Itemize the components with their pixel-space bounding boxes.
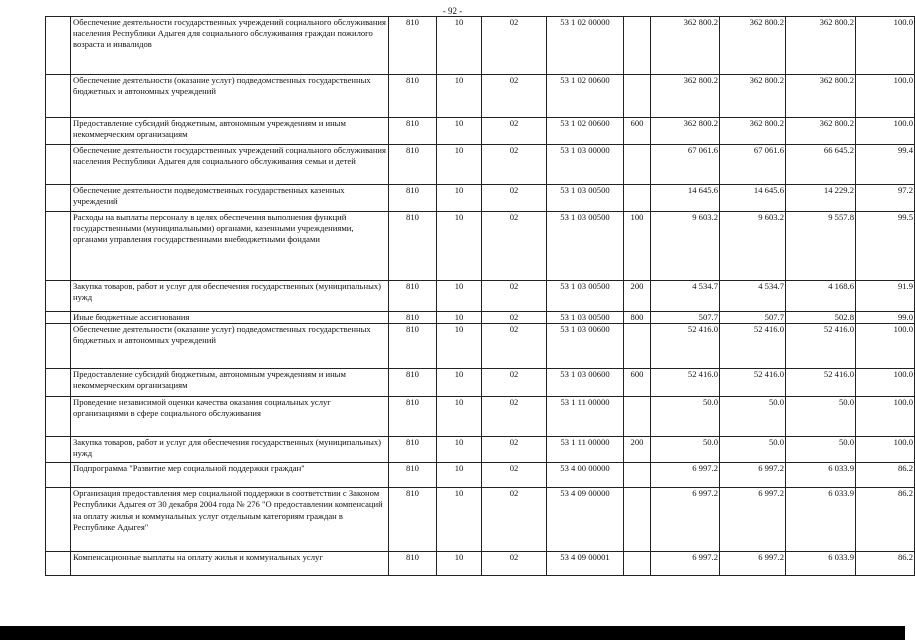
cell-rz: 10 (437, 324, 482, 369)
cell-csr: 53 1 02 00600 (547, 118, 624, 145)
cell-value-3: 502.8 (786, 312, 856, 324)
cell-value-3: 9 557.8 (786, 212, 856, 281)
cell-vr (624, 324, 651, 369)
cell-value-2: 362 800.2 (720, 118, 786, 145)
cell-vr (624, 145, 651, 185)
table-row (46, 312, 915, 324)
cell-ved: 810 (389, 369, 437, 397)
cell-blank (46, 463, 71, 488)
cell-vr (624, 185, 651, 212)
cell-pr: 02 (482, 212, 547, 281)
cell-pr: 02 (482, 118, 547, 145)
row-name: Закупка товаров, работ и услуг для обеспечения государственных (муниципальных) нужд (71, 437, 389, 463)
cell-pr: 02 (482, 552, 547, 576)
cell-value-2: 6 997.2 (720, 463, 786, 488)
row-name: Проведение независимой оценки качества оказания социальных услуг организациями в сфере социального обслуживания (71, 397, 389, 437)
cell-pr: 02 (482, 312, 547, 324)
cell-percent: 86.2 (856, 552, 915, 576)
cell-value-3: 52 416.0 (786, 324, 856, 369)
cell-vr (624, 552, 651, 576)
table-row (46, 488, 915, 552)
cell-percent: 99.0 (856, 312, 915, 324)
table-row (46, 145, 915, 185)
cell-percent: 91.9 (856, 281, 915, 312)
cell-blank (46, 488, 71, 552)
budget-table (45, 16, 915, 576)
cell-percent: 100.0 (856, 369, 915, 397)
cell-value-2: 50.0 (720, 397, 786, 437)
cell-blank (46, 281, 71, 312)
row-name: Иные бюджетные ассигнования (71, 312, 389, 324)
cell-value-1: 52 416.0 (651, 324, 720, 369)
cell-blank (46, 17, 71, 75)
cell-value-1: 6 997.2 (651, 488, 720, 552)
cell-rz: 10 (437, 397, 482, 437)
cell-value-1: 362 800.2 (651, 118, 720, 145)
cell-ved: 810 (389, 312, 437, 324)
cell-value-3: 66 645.2 (786, 145, 856, 185)
cell-csr: 53 1 03 00500 (547, 312, 624, 324)
cell-csr: 53 1 03 00600 (547, 369, 624, 397)
cell-ved: 810 (389, 17, 437, 75)
cell-csr: 53 1 02 00000 (547, 17, 624, 75)
cell-vr (624, 75, 651, 118)
cell-pr: 02 (482, 369, 547, 397)
cell-csr: 53 1 02 00600 (547, 75, 624, 118)
cell-vr: 100 (624, 212, 651, 281)
cell-value-3: 6 033.9 (786, 463, 856, 488)
cell-rz: 10 (437, 552, 482, 576)
cell-csr: 53 4 00 00000 (547, 463, 624, 488)
cell-value-1: 9 603.2 (651, 212, 720, 281)
cell-value-3: 6 033.9 (786, 488, 856, 552)
cell-percent: 100.0 (856, 437, 915, 463)
cell-ved: 810 (389, 75, 437, 118)
cell-blank (46, 437, 71, 463)
cell-percent: 100.0 (856, 118, 915, 145)
cell-rz: 10 (437, 118, 482, 145)
cell-ved: 810 (389, 552, 437, 576)
cell-csr: 53 1 03 00500 (547, 212, 624, 281)
cell-vr: 800 (624, 312, 651, 324)
cell-percent: 100.0 (856, 17, 915, 75)
cell-pr: 02 (482, 324, 547, 369)
table-row (46, 324, 915, 369)
table-row (46, 397, 915, 437)
row-name: Предоставление субсидий бюджетным, автономным учреждениям и иным некоммерческим организациям (71, 118, 389, 145)
cell-percent: 100.0 (856, 75, 915, 118)
cell-value-3: 362 800.2 (786, 118, 856, 145)
row-name: Обеспечение деятельности (оказание услуг) подведомственных государственных бюджетных и автономных учреждений (71, 75, 389, 118)
cell-vr (624, 463, 651, 488)
cell-value-1: 50.0 (651, 437, 720, 463)
cell-rz: 10 (437, 312, 482, 324)
cell-value-3: 52 416.0 (786, 369, 856, 397)
table-row (46, 437, 915, 463)
row-name: Обеспечение деятельности подведомственных государственных казенных учреждений (71, 185, 389, 212)
cell-blank (46, 369, 71, 397)
cell-rz: 10 (437, 185, 482, 212)
cell-rz: 10 (437, 17, 482, 75)
cell-value-1: 4 534.7 (651, 281, 720, 312)
cell-percent: 86.2 (856, 463, 915, 488)
cell-value-2: 14 645.6 (720, 185, 786, 212)
cell-value-1: 362 800.2 (651, 75, 720, 118)
cell-percent: 99.5 (856, 212, 915, 281)
cell-value-2: 6 997.2 (720, 488, 786, 552)
cell-value-3: 50.0 (786, 437, 856, 463)
cell-percent: 86.2 (856, 488, 915, 552)
cell-value-2: 50.0 (720, 437, 786, 463)
cell-blank (46, 118, 71, 145)
row-name: Обеспечение деятельности государственных учреждений социального обслуживания населения Республики Адыгея для социального обслуживания семьи и детей (71, 145, 389, 185)
cell-ved: 810 (389, 463, 437, 488)
cell-pr: 02 (482, 185, 547, 212)
cell-blank (46, 324, 71, 369)
cell-vr: 600 (624, 118, 651, 145)
cell-percent: 100.0 (856, 324, 915, 369)
cell-value-1: 50.0 (651, 397, 720, 437)
cell-rz: 10 (437, 488, 482, 552)
row-name: Обеспечение деятельности государственных учреждений социального обслуживания населения Республики Адыгея для социального обслуживания граждан пожилого возраста и инвалидов (71, 17, 389, 75)
cell-value-2: 6 997.2 (720, 552, 786, 576)
cell-value-2: 9 603.2 (720, 212, 786, 281)
cell-pr: 02 (482, 463, 547, 488)
cell-csr: 53 1 03 00500 (547, 185, 624, 212)
cell-value-3: 4 168.6 (786, 281, 856, 312)
cell-percent: 100.0 (856, 397, 915, 437)
cell-csr: 53 1 11 00000 (547, 397, 624, 437)
cell-csr: 53 4 09 00000 (547, 488, 624, 552)
cell-pr: 02 (482, 437, 547, 463)
cell-rz: 10 (437, 75, 482, 118)
cell-value-1: 6 997.2 (651, 463, 720, 488)
row-name: Предоставление субсидий бюджетным, автономным учреждениям и иным некоммерческим организациям (71, 369, 389, 397)
scan-bottom-edge (0, 626, 905, 640)
row-name: Расходы на выплаты персоналу в целях обеспечения выполнения функций государственными (муниципальными) органами, казенными учреждениями, органами управления государственными внебюджетными фондами (71, 212, 389, 281)
cell-value-3: 362 800.2 (786, 75, 856, 118)
table-row (46, 281, 915, 312)
cell-pr: 02 (482, 397, 547, 437)
cell-value-1: 507.7 (651, 312, 720, 324)
cell-value-2: 4 534.7 (720, 281, 786, 312)
table-row (46, 17, 915, 75)
cell-pr: 02 (482, 145, 547, 185)
row-name: Компенсационные выплаты на оплату жилья и коммунальных услуг (71, 552, 389, 576)
cell-ved: 810 (389, 212, 437, 281)
cell-pr: 02 (482, 281, 547, 312)
cell-ved: 810 (389, 324, 437, 369)
cell-value-1: 6 997.2 (651, 552, 720, 576)
cell-value-3: 50.0 (786, 397, 856, 437)
cell-value-2: 362 800.2 (720, 75, 786, 118)
cell-rz: 10 (437, 212, 482, 281)
cell-ved: 810 (389, 488, 437, 552)
cell-ved: 810 (389, 397, 437, 437)
cell-value-1: 14 645.6 (651, 185, 720, 212)
table-row (46, 118, 915, 145)
cell-ved: 810 (389, 145, 437, 185)
cell-value-1: 67 061.6 (651, 145, 720, 185)
table-row (46, 369, 915, 397)
cell-csr: 53 1 03 00500 (547, 281, 624, 312)
cell-value-2: 362 800.2 (720, 17, 786, 75)
row-name: Организация предоставления мер социальной поддержки в соответствии с Законом Республики Адыгея от 30 декабря 2004 года № 276 "О предоставлении компенсаций на оплату жилья и коммунальных услуг отдельным категориям граждан в Республике Адыгея" (71, 488, 389, 552)
cell-pr: 02 (482, 488, 547, 552)
cell-value-3: 362 800.2 (786, 17, 856, 75)
table-row (46, 463, 915, 488)
cell-blank (46, 312, 71, 324)
cell-rz: 10 (437, 145, 482, 185)
cell-pr: 02 (482, 75, 547, 118)
cell-blank (46, 75, 71, 118)
cell-value-3: 6 033.9 (786, 552, 856, 576)
cell-pr: 02 (482, 17, 547, 75)
cell-ved: 810 (389, 437, 437, 463)
cell-vr: 200 (624, 437, 651, 463)
table-row (46, 75, 915, 118)
table-row (46, 212, 915, 281)
cell-ved: 810 (389, 281, 437, 312)
cell-vr (624, 17, 651, 75)
table-row (46, 185, 915, 212)
cell-value-2: 507.7 (720, 312, 786, 324)
cell-rz: 10 (437, 281, 482, 312)
cell-vr (624, 397, 651, 437)
cell-value-1: 362 800.2 (651, 17, 720, 75)
cell-vr: 600 (624, 369, 651, 397)
cell-csr: 53 1 11 00000 (547, 437, 624, 463)
cell-rz: 10 (437, 437, 482, 463)
cell-value-1: 52 416.0 (651, 369, 720, 397)
row-name: Подпрограмма "Развитие мер социальной поддержки граждан" (71, 463, 389, 488)
cell-blank (46, 397, 71, 437)
cell-percent: 97.2 (856, 185, 915, 212)
row-name: Обеспечение деятельности (оказание услуг) подведомственных государственных бюджетных и автономных учреждений (71, 324, 389, 369)
cell-value-3: 14 229.2 (786, 185, 856, 212)
cell-value-2: 52 416.0 (720, 369, 786, 397)
table-row (46, 552, 915, 576)
cell-value-2: 52 416.0 (720, 324, 786, 369)
row-name: Закупка товаров, работ и услуг для обеспечения государственных (муниципальных) нужд (71, 281, 389, 312)
cell-vr (624, 488, 651, 552)
cell-blank (46, 212, 71, 281)
cell-csr: 53 1 03 00600 (547, 324, 624, 369)
page-number: - 92 - (442, 6, 463, 16)
cell-rz: 10 (437, 369, 482, 397)
cell-percent: 99.4 (856, 145, 915, 185)
cell-vr: 200 (624, 281, 651, 312)
cell-csr: 53 4 09 00001 (547, 552, 624, 576)
cell-value-2: 67 061.6 (720, 145, 786, 185)
cell-rz: 10 (437, 463, 482, 488)
cell-blank (46, 145, 71, 185)
cell-blank (46, 552, 71, 576)
cell-ved: 810 (389, 185, 437, 212)
cell-csr: 53 1 03 00000 (547, 145, 624, 185)
cell-blank (46, 185, 71, 212)
cell-ved: 810 (389, 118, 437, 145)
